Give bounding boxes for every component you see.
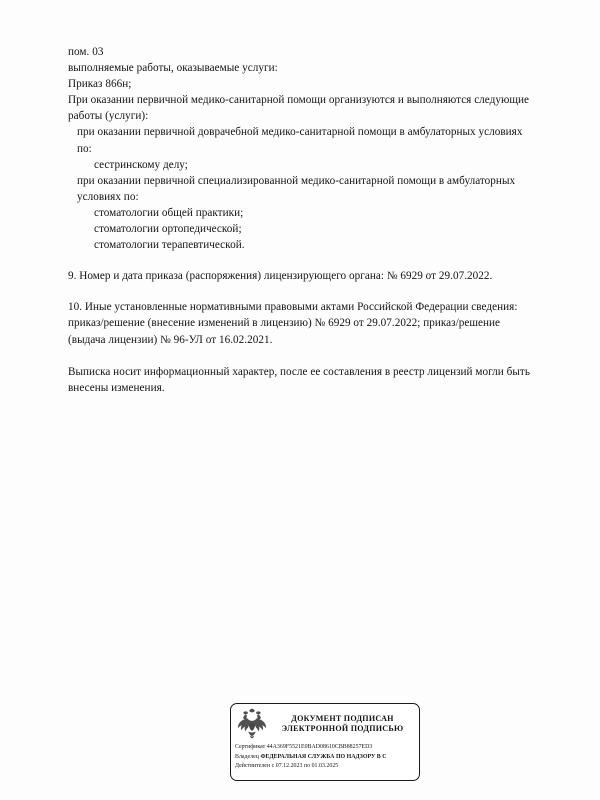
spacer-before-section-10	[68, 284, 538, 299]
section-10-paragraph: 10. Иные установленные нормативными правовыми актами Российской Федерации сведения: приказ/решение (внесение изменений в лицензию) № 6929 от 29.07.2022; приказ/решение (выдача лицензии) № 96-УЛ от 16.02.2021.	[68, 301, 518, 346]
text-line-order-866n: Приказ 866н;	[68, 78, 132, 91]
stamp-owner-label: Владелец	[235, 753, 259, 760]
stamp-certificate-value: 44A369F5521E0BAD08610CBB88257ED3	[266, 744, 373, 750]
text-line-dentistry-general: стоматологии общей практики;	[94, 206, 244, 219]
text-line-specialized-care: при оказании первичной специализированной медико-санитарной помощи в амбулаторных условиях по:	[77, 174, 516, 203]
electronic-signature-stamp	[230, 703, 420, 781]
stamp-title-line-1: ДОКУМЕНТ ПОДПИСАН	[291, 713, 394, 723]
disclaimer-paragraph: Выписка носит информационный характер, после ее составления в реестр лицензий могли быть внесены изменения.	[68, 365, 530, 394]
stamp-header	[231, 704, 419, 742]
stamp-validity-line: Действителен с 07.12.2023 по 01.03.2025	[235, 763, 339, 770]
stamp-certificate-label: Сертификат	[235, 744, 266, 750]
text-line-works-services-label: выполняемые работы, оказываемые услуги:	[68, 62, 278, 75]
section-9-paragraph: 9. Номер и дата приказа (распоряжения) лицензирующего органа: № 6929 от 29.07.2022.	[68, 270, 493, 283]
stamp-title-line-2: ЭЛЕКТРОННОЙ ПОДПИСЬЮ	[281, 724, 404, 733]
spacer-before-disclaimer	[68, 348, 538, 364]
text-line-pre-hospital-care: при оказании первичной доврачебной медико-санитарной помощи в амбулаторных условиях по:	[77, 126, 523, 155]
text-line-dentistry-orthopedic: стоматологии ортопедической;	[94, 223, 242, 236]
document-body	[68, 44, 538, 396]
stamp-certificate-line	[235, 743, 419, 753]
text-line-room: пом. 03	[68, 46, 104, 58]
text-line-primary-care-intro: При оказании первичной медико-санитарной помощи организуются и выполняются следующие работы (услуги):	[68, 94, 530, 123]
russian-double-headed-eagle-emblem	[235, 707, 269, 741]
text-line-dentistry-therapeutic: стоматологии терапевтической.	[94, 239, 245, 252]
spacer-before-section-9	[68, 253, 538, 268]
stamp-owner-line	[235, 753, 419, 763]
stamp-details	[231, 742, 419, 772]
stamp-title	[269, 714, 419, 735]
text-line-nursing: сестринскому делу;	[94, 158, 188, 171]
stamp-owner-value: ФЕДЕРАЛЬНАЯ СЛУЖБА ПО НАДЗОРУ В С	[260, 753, 387, 760]
